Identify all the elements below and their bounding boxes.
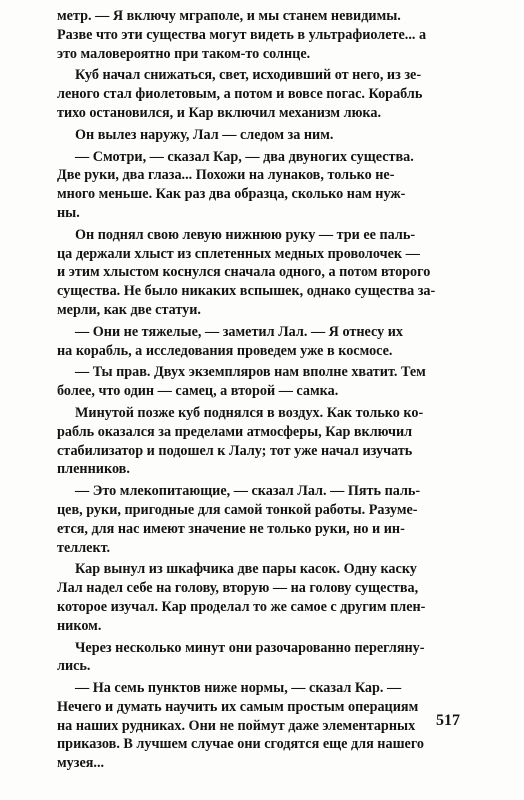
paragraph: — Они не тяжелые, — заметил Лал. — Я отнесу их на корабль, а исследования проведем уже в космосе. xyxy=(57,323,404,359)
paragraph: Минутой позже куб поднялся в воздух. Как только ко- рабль оказался за пределами атмосферы, Кар включил стабилизатор и подошел к Лалу; тот уже начал изучать пленников. xyxy=(57,404,424,478)
paragraph: Он поднял свою левую нижнюю руку — три ее паль- ца держали хлыст из сплетенных медных проволочек — и этим хлыстом коснулся сначала одного, а потом второго существа. Не было никаких вспышек, однако существа за- мерли, как две статуи. xyxy=(57,226,436,318)
paragraph: Через несколько минут они разочарованно перегляну- лись. xyxy=(57,639,425,675)
paragraph: Он вылез наружу, Лал — следом за ним. xyxy=(75,126,334,143)
paragraph: — Ты прав. Двух экземпляров нам вполне хватит. Тем более, что один — самец, а второй — самка. xyxy=(57,364,426,400)
paragraph: Куб начал снижаться, свет, исходивший от него, из зе- леного стал фиолетовым, а потом и вовсе погас. Корабль тихо остановился, и Кар включил механизм люка. xyxy=(57,67,423,121)
paragraph: — Это млекопитающие, — сказал Лал. — Пять паль- цев, руки, пригодные для самой тонкой работы. Разуме- ется, для нас имеют значение не только руки, но и ин- теллект. xyxy=(57,483,421,556)
paragraph: Кар вынул из шкафчика две пары касок. Одну каску Лал надел себе на голову, вторую — на голову существа, которое изучал. Кар проделал то же самое с другим плен- ником. xyxy=(57,561,426,634)
paragraph: — Смотри, — сказал Кар, — два двуногих существа. Две руки, два глаза... Похожи на лунаков, только не- много меньше. Как раз два образца, сколько нам нуж- ны. xyxy=(57,148,414,221)
page-number: 517 xyxy=(436,712,460,729)
page-text xyxy=(57,7,475,776)
paragraph: метр. — Я включу мграполе, и мы станем невидимы. Разве что эти существа могут видеть в ультрафиолете... а это маловероятно при таком-то солнце. xyxy=(57,8,427,62)
paragraph: — На семь пунктов ниже нормы, — сказал Кар. — Нечего и думать научить их самым простым операциям на наших рудниках. Они не поймут даже элементарных приказов. В лучшем случае они сгодятся еще для нашего музея... xyxy=(57,680,425,772)
